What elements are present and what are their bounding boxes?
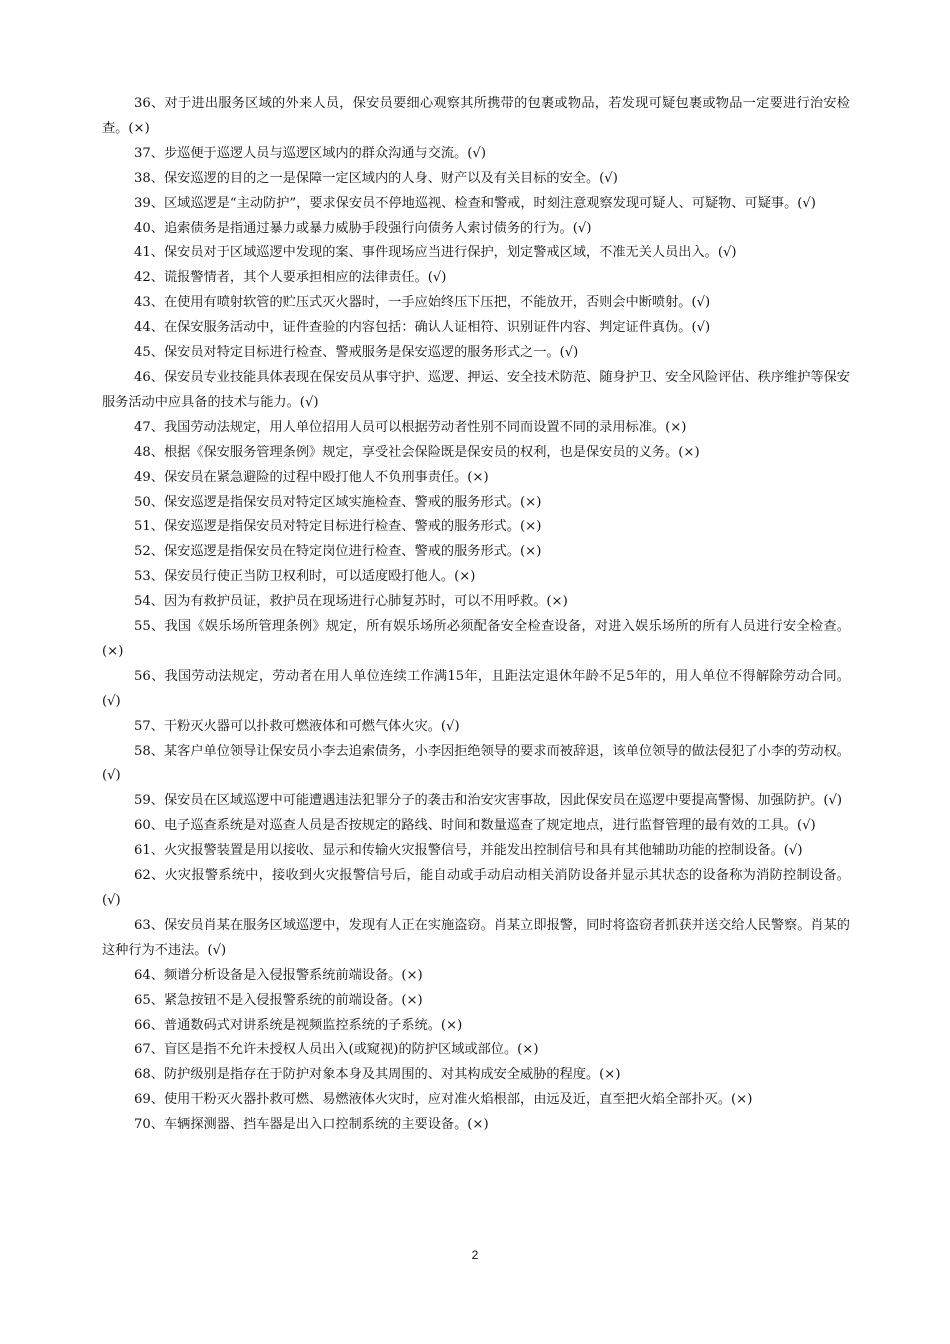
list-item: 49、保安员在紧急避险的过程中殴打他人不负刑事责任。(×): [134, 469, 489, 485]
list-item: 43、在使用有喷射软管的贮压式灭火器时，一手应始终压下压把，不能放开，否则会中断喷射。(√): [134, 295, 711, 311]
list-item: 57、干粉灭火器可以扑救可燃液体和可燃气体火灾。(√): [134, 718, 460, 734]
list-item: 55、我国《娱乐场所管理条例》规定，所有娱乐场所必须配备安全检查设备，对进入娱乐场所的所有人员进行安全检查。(×): [102, 619, 850, 659]
list-item: 44、在保安服务活动中，证件查验的内容包括：确认人证相符、识别证件内容、判定证件真伪。(√): [134, 320, 711, 336]
list-item: 53、保安员行使正当防卫权利时，可以适度殴打他人。(×): [134, 569, 476, 585]
list-item: 48、根据《保安服务管理条例》规定，享受社会保险既是保安员的权利，也是保安员的义务。(×): [134, 444, 700, 460]
list-item: 45、保安员对特定目标进行检查、警戒服务是保安巡逻的服务形式之一。(√): [134, 345, 579, 361]
list-item: 40、追索债务是指通过暴力或暴力威胁手段强行向债务人索讨债务的行为。(√): [134, 220, 592, 236]
list-item: 52、保安巡逻是指保安员在特定岗位进行检查、警戒的服务形式。(×): [134, 544, 542, 560]
page-number: 2: [471, 1248, 479, 1262]
list-item: 61、火灾报警装置是用以接收、显示和传输火灾报警信号，并能发出控制信号和具有其他辅助功能的控制设备。(√): [134, 843, 803, 859]
list-item: 36、对于进出服务区域的外来人员，保安员要细心观察其所携带的包裹或物品，若发现可疑包裹或物品一定要进行治安检查。(×): [102, 96, 850, 136]
list-item: 47、我国劳动法规定，用人单位招用人员可以根据劳动者性别不同而设置不同的录用标准。(×): [134, 419, 687, 435]
list-item: 70、车辆探测器、挡车器是出入口控制系统的主要设备。(×): [134, 1117, 489, 1133]
list-item: 68、防护级别是指存在于防护对象本身及其周围的、对其构成安全威胁的程度。(×): [134, 1067, 621, 1083]
list-item: 67、盲区是指不允许未授权人员出入(或窥视)的防护区域或部位。(×): [134, 1042, 539, 1058]
list-item: 54、因为有救护员证，救护员在现场进行心肺复苏时，可以不用呼救。(×): [134, 594, 568, 610]
question-list: [102, 92, 850, 1138]
list-item: 51、保安巡逻是指保安员对特定目标进行检查、警戒的服务形式。(×): [134, 519, 542, 535]
list-item: 60、电子巡查系统是对巡查人员是否按规定的路线、时间和数量巡查了规定地点，进行监督管理的最有效的工具。(√): [134, 818, 816, 834]
list-item: 63、保安员肖某在服务区域巡逻中，发现有人正在实施盗窃。肖某立即报警，同时将盗窃者抓获并送交给人民警察。肖某的这种行为不违法。(√): [102, 917, 850, 958]
list-item: 64、频谱分析设备是入侵报警系统前端设备。(×): [134, 967, 423, 983]
list-item: 62、火灾报警系统中，接收到火灾报警信号后，能自动或手动启动相关消防设备并显示其状态的设备称为消防控制设备。(√): [102, 868, 850, 908]
list-item: 39、区域巡逻是“主动防护”，要求保安员不停地巡视、检查和警戒，时刻注意观察发现可疑人、可疑物、可疑事。(√): [134, 195, 816, 211]
list-item: 41、保安员对于区域巡逻中发现的案、事件现场应当进行保护，划定警戒区域，不准无关人员出入。(√): [134, 245, 737, 261]
list-item: 58、某客户单位领导让保安员小李去追索债务，小李因拒绝领导的要求而被辞退，该单位领导的做法侵犯了小李的劳动权。(√): [102, 743, 850, 784]
list-item: 66、普通数码式对讲系统是视频监控系统的子系统。(×): [134, 1017, 463, 1033]
list-item: 59、保安员在区域巡逻中可能遭遇违法犯罪分子的袭击和治安灾害事故，因此保安员在巡逻中要提高警惕、加强防护。(√): [134, 793, 843, 809]
list-item: 37、步巡便于巡逻人员与巡逻区域内的群众沟通与交流。(√): [134, 145, 486, 161]
list-item: 42、谎报警情者，其个人要承担相应的法律责任。(√): [134, 270, 447, 286]
list-item: 56、我国劳动法规定，劳动者在用人单位连续工作满15年，且距法定退休年龄不足5年的，用人单位不得解除劳动合同。(√): [102, 668, 850, 709]
list-item: 50、保安巡逻是指保安员对特定区域实施检查、警戒的服务形式。(×): [134, 494, 542, 510]
list-item: 69、使用干粉灭火器扑救可燃、易燃液体火灾时，应对准火焰根部，由远及近，直至把火焰全部扑灭。(×): [134, 1092, 753, 1108]
list-item: 65、紧急按钮不是入侵报警系统的前端设备。(×): [134, 992, 423, 1008]
list-item: 46、保安员专业技能具体表现在保安员从事守护、巡逻、押运、安全技术防范、随身护卫、安全风险评估、秩序维护等保安服务活动中应具备的技术与能力。(√): [102, 369, 850, 410]
list-item: 38、保安巡逻的目的之一是保障一定区域内的人身、财产以及有关目标的安全。(√): [134, 170, 618, 186]
